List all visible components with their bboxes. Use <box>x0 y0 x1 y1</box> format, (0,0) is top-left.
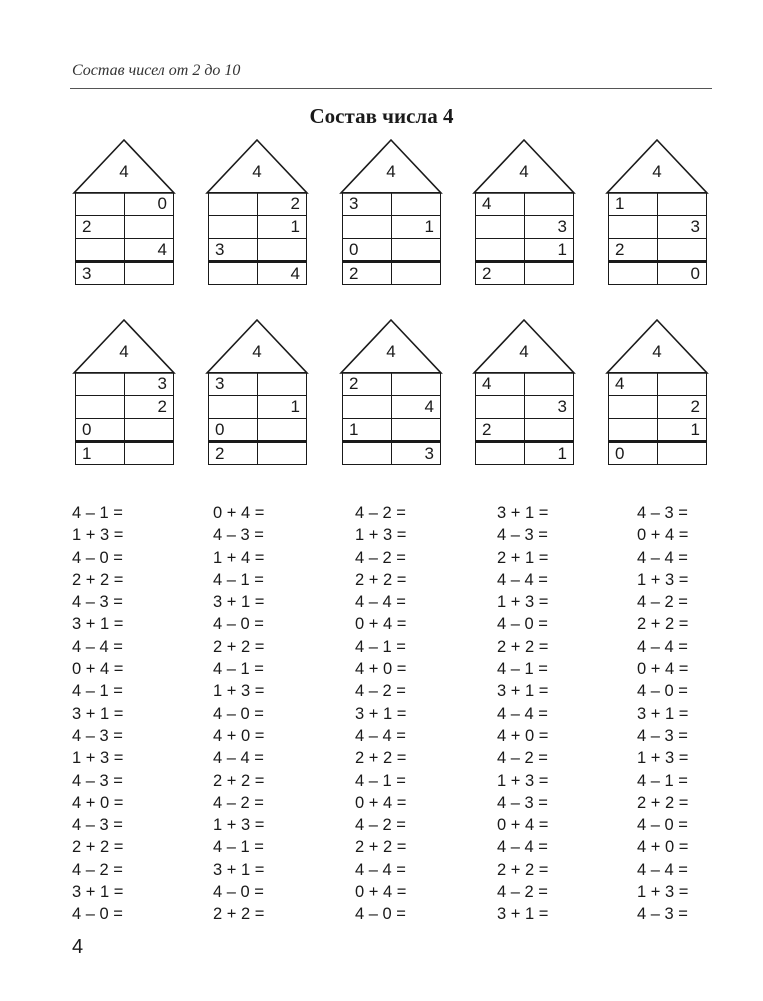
house-floor <box>209 396 307 419</box>
house-floor <box>209 193 307 216</box>
house-floor <box>476 216 574 239</box>
exercise-column <box>637 502 747 926</box>
floor-left-cell <box>609 262 658 285</box>
exercise-item: 2 + 1 = <box>497 548 549 567</box>
header-rule <box>70 88 712 89</box>
floor-left-cell: 2 <box>76 216 125 239</box>
floor-left-cell <box>476 442 525 465</box>
exercise-item: 4 – 0 = <box>637 682 688 701</box>
roof-number: 4 <box>652 342 662 361</box>
floor-left-cell: 4 <box>476 373 525 396</box>
floor-left-cell <box>343 216 392 239</box>
house-floors <box>342 192 441 285</box>
exercise-column <box>497 502 607 926</box>
floor-right-cell: 0 <box>658 262 707 285</box>
exercise-item: 2 + 2 = <box>355 749 407 768</box>
house-floor <box>343 262 441 285</box>
exercise-item: 1 + 3 = <box>213 682 265 701</box>
exercise-item: 2 + 2 = <box>72 570 124 589</box>
floor-left-cell: 1 <box>343 419 392 442</box>
exercise-item: 2 + 2 = <box>355 838 407 857</box>
floor-right-cell: 2 <box>658 396 707 419</box>
house-floor <box>609 262 707 285</box>
floor-right-cell: 1 <box>525 239 574 262</box>
floor-right-cell: 1 <box>525 442 574 465</box>
roof-number: 4 <box>519 162 529 181</box>
page-number: 4 <box>72 936 84 958</box>
exercise-item: 4 – 2 = <box>355 548 406 567</box>
floor-left-cell <box>76 396 125 419</box>
house-floors <box>75 372 174 465</box>
exercise-item: 3 + 1 = <box>355 704 407 723</box>
exercise-item: 4 + 0 = <box>355 660 407 679</box>
exercise-item: 1 + 3 = <box>213 816 265 835</box>
floor-right-cell: 1 <box>258 396 307 419</box>
house-roof <box>472 138 576 194</box>
house-floor <box>609 419 707 442</box>
floor-left-cell: 3 <box>343 193 392 216</box>
exercise-item: 4 + 0 = <box>72 793 124 812</box>
house-floor <box>476 396 574 419</box>
house-floor <box>476 239 574 262</box>
exercise-item: 4 – 2 = <box>355 816 406 835</box>
house-floor <box>76 396 174 419</box>
house-roof <box>339 138 443 194</box>
floor-right-cell: 4 <box>392 396 441 419</box>
exercise-item: 4 – 0 = <box>213 704 264 723</box>
floor-right-cell <box>525 193 574 216</box>
exercise-item: 4 – 4 = <box>72 637 123 656</box>
house-floors <box>475 372 574 465</box>
exercise-item: 4 – 3 = <box>213 526 264 545</box>
roof-number: 4 <box>386 162 396 181</box>
floor-right-cell: 1 <box>658 419 707 442</box>
floor-right-cell <box>658 239 707 262</box>
floor-right-cell: 4 <box>125 239 174 262</box>
floor-right-cell <box>125 262 174 285</box>
exercise-item: 0 + 4 = <box>355 883 407 902</box>
floor-right-cell <box>125 442 174 465</box>
house-floors <box>475 192 574 285</box>
floor-right-cell: 3 <box>525 216 574 239</box>
roof-number: 4 <box>252 162 262 181</box>
floor-right-cell <box>258 419 307 442</box>
floor-left-cell: 2 <box>609 239 658 262</box>
exercise-item: 4 – 0 = <box>72 905 123 924</box>
floor-right-cell <box>658 442 707 465</box>
exercise-column <box>72 502 182 926</box>
floor-left-cell: 4 <box>609 373 658 396</box>
exercise-item: 4 – 2 = <box>355 682 406 701</box>
exercise-item: 4 – 3 = <box>72 816 123 835</box>
roof-number: 4 <box>519 342 529 361</box>
exercise-item: 2 + 2 = <box>213 771 265 790</box>
number-house <box>72 138 176 285</box>
floor-right-cell: 3 <box>525 396 574 419</box>
house-floors <box>208 372 307 465</box>
floor-left-cell: 4 <box>476 193 525 216</box>
exercise-item: 4 – 4 = <box>637 637 688 656</box>
exercise-item: 4 – 1 = <box>213 660 264 679</box>
floor-left-cell <box>76 239 125 262</box>
house-floor <box>343 419 441 442</box>
exercise-item: 4 – 4 = <box>213 749 264 768</box>
house-floor <box>476 262 574 285</box>
exercise-item: 4 – 4 = <box>497 838 548 857</box>
exercise-item: 4 – 2 = <box>355 504 406 522</box>
house-floor <box>476 373 574 396</box>
number-house <box>72 318 176 465</box>
floor-left-cell <box>209 262 258 285</box>
floor-left-cell <box>76 373 125 396</box>
house-floor <box>76 419 174 442</box>
floor-right-cell <box>392 239 441 262</box>
exercise-item: 4 – 3 = <box>497 793 548 812</box>
exercise-item: 1 + 3 = <box>497 771 549 790</box>
exercise-item: 1 + 3 = <box>637 749 689 768</box>
floor-left-cell <box>476 396 525 419</box>
exercise-item: 3 + 1 = <box>637 704 689 723</box>
exercise-item: 0 + 4 = <box>637 526 689 545</box>
house-floor <box>209 373 307 396</box>
exercise-item: 0 + 4 = <box>72 660 124 679</box>
house-floor <box>209 442 307 465</box>
house-floor <box>76 373 174 396</box>
exercise-item: 1 + 3 = <box>497 593 549 612</box>
exercise-item: 4 – 3 = <box>72 726 123 745</box>
floor-left-cell <box>609 216 658 239</box>
number-house <box>472 138 576 285</box>
roof-number: 4 <box>119 162 129 181</box>
floor-right-cell: 3 <box>125 373 174 396</box>
house-roof <box>72 138 176 194</box>
number-house <box>205 138 309 285</box>
exercise-item: 2 + 2 = <box>497 860 549 879</box>
house-floor <box>609 396 707 419</box>
floor-right-cell: 3 <box>392 442 441 465</box>
exercise-item: 2 + 2 = <box>497 637 549 656</box>
exercise-item: 4 – 4 = <box>355 726 406 745</box>
floor-right-cell <box>392 373 441 396</box>
house-roof <box>72 318 176 374</box>
floor-left-cell: 3 <box>76 262 125 285</box>
number-house <box>339 138 443 285</box>
house-floors <box>608 192 707 285</box>
floor-right-cell <box>258 373 307 396</box>
exercise-item: 2 + 2 = <box>213 905 265 924</box>
floor-left-cell: 2 <box>343 373 392 396</box>
exercise-item: 4 – 3 = <box>497 526 548 545</box>
house-roof <box>605 138 709 194</box>
house-roof <box>205 138 309 194</box>
exercise-item: 1 + 3 = <box>637 883 689 902</box>
floor-right-cell <box>258 239 307 262</box>
house-floor <box>609 442 707 465</box>
exercise-item: 1 + 3 = <box>355 526 407 545</box>
house-floors <box>208 192 307 285</box>
floor-left-cell: 2 <box>476 262 525 285</box>
house-floor <box>209 419 307 442</box>
exercise-item: 4 – 0 = <box>213 883 264 902</box>
exercise-item: 4 – 1 = <box>497 660 548 679</box>
house-floor <box>609 239 707 262</box>
house-floor <box>343 239 441 262</box>
floor-left-cell: 2 <box>476 419 525 442</box>
floor-left-cell <box>476 216 525 239</box>
exercise-item: 4 + 0 = <box>497 726 549 745</box>
house-roof <box>339 318 443 374</box>
floor-right-cell <box>658 193 707 216</box>
floor-left-cell <box>609 419 658 442</box>
floor-right-cell <box>658 373 707 396</box>
roof-number: 4 <box>386 342 396 361</box>
floor-right-cell <box>525 262 574 285</box>
floor-left-cell <box>343 396 392 419</box>
exercise-item: 4 – 2 = <box>72 860 123 879</box>
floor-left-cell: 1 <box>76 442 125 465</box>
exercise-item: 4 – 1 = <box>355 771 406 790</box>
house-floor <box>343 396 441 419</box>
number-house <box>339 318 443 465</box>
roof-number: 4 <box>119 342 129 361</box>
house-floor <box>76 216 174 239</box>
house-floor <box>76 239 174 262</box>
house-roof <box>472 318 576 374</box>
floor-right-cell: 2 <box>125 396 174 419</box>
floor-left-cell: 0 <box>609 442 658 465</box>
exercise-item: 4 – 3 = <box>637 905 688 924</box>
house-floor <box>76 442 174 465</box>
exercise-item: 0 + 4 = <box>637 660 689 679</box>
exercise-item: 4 – 0 = <box>355 905 406 924</box>
floor-right-cell <box>392 193 441 216</box>
exercise-item: 0 + 4 = <box>355 615 407 634</box>
exercise-item: 2 + 2 = <box>355 570 407 589</box>
house-floors <box>75 192 174 285</box>
exercise-item: 3 + 1 = <box>497 905 549 924</box>
house-floor <box>343 193 441 216</box>
exercise-item: 4 – 2 = <box>213 793 264 812</box>
floor-left-cell: 0 <box>343 239 392 262</box>
floor-right-cell <box>258 442 307 465</box>
house-floor <box>609 216 707 239</box>
exercise-column <box>355 502 465 926</box>
floor-right-cell <box>392 262 441 285</box>
floor-left-cell <box>209 193 258 216</box>
house-floor <box>209 239 307 262</box>
exercise-item: 4 – 1 = <box>72 504 123 522</box>
floor-left-cell: 3 <box>209 239 258 262</box>
floor-right-cell <box>125 419 174 442</box>
house-floor <box>609 193 707 216</box>
number-house <box>605 138 709 285</box>
exercise-item: 4 – 3 = <box>72 771 123 790</box>
exercise-item: 3 + 1 = <box>72 883 124 902</box>
house-floor <box>209 262 307 285</box>
header-title: Состав чисел от 2 до 10 <box>72 62 241 79</box>
exercise-item: 0 + 4 = <box>355 793 407 812</box>
exercise-item: 2 + 2 = <box>637 793 689 812</box>
floor-right-cell <box>125 216 174 239</box>
floor-right-cell: 0 <box>125 193 174 216</box>
exercise-item: 4 – 1 = <box>72 682 123 701</box>
floor-right-cell <box>525 419 574 442</box>
exercise-item: 4 – 4 = <box>497 704 548 723</box>
exercise-item: 4 – 4 = <box>355 860 406 879</box>
number-house <box>605 318 709 465</box>
house-floor <box>609 373 707 396</box>
exercise-item: 4 – 0 = <box>72 548 123 567</box>
exercise-item: 1 + 3 = <box>72 749 124 768</box>
exercise-item: 4 – 1 = <box>213 570 264 589</box>
exercise-item: 3 + 1 = <box>497 504 549 522</box>
house-floor <box>343 216 441 239</box>
house-floor <box>476 419 574 442</box>
house-floor <box>476 193 574 216</box>
house-floors <box>342 372 441 465</box>
floor-left-cell <box>76 193 125 216</box>
floor-right-cell: 1 <box>258 216 307 239</box>
exercise-item: 4 – 2 = <box>497 883 548 902</box>
exercise-item: 4 – 1 = <box>355 637 406 656</box>
exercise-item: 4 – 1 = <box>637 771 688 790</box>
floor-left-cell <box>476 239 525 262</box>
exercise-item: 4 – 3 = <box>637 504 688 522</box>
exercise-item: 3 + 1 = <box>213 593 265 612</box>
house-floor <box>76 193 174 216</box>
floor-left-cell <box>609 396 658 419</box>
page-heading: Состав числа 4 <box>309 104 454 128</box>
house-roof <box>205 318 309 374</box>
floor-left-cell: 2 <box>343 262 392 285</box>
exercise-item: 1 + 3 = <box>72 526 124 545</box>
exercise-item: 4 – 3 = <box>72 593 123 612</box>
exercise-item: 4 – 2 = <box>497 749 548 768</box>
roof-number: 4 <box>652 162 662 181</box>
exercise-item: 3 + 1 = <box>497 682 549 701</box>
house-floor <box>209 216 307 239</box>
floor-right-cell <box>525 373 574 396</box>
floor-right-cell: 4 <box>258 262 307 285</box>
exercise-item: 4 – 2 = <box>637 593 688 612</box>
exercise-item: 4 – 0 = <box>497 615 548 634</box>
number-house <box>205 318 309 465</box>
floor-left-cell: 0 <box>209 419 258 442</box>
floor-left-cell: 2 <box>209 442 258 465</box>
floor-right-cell: 2 <box>258 193 307 216</box>
floor-right-cell: 1 <box>392 216 441 239</box>
exercise-item: 4 – 3 = <box>637 726 688 745</box>
floor-left-cell <box>209 216 258 239</box>
exercise-item: 4 – 0 = <box>213 615 264 634</box>
exercise-item: 1 + 3 = <box>637 570 689 589</box>
exercise-item: 3 + 1 = <box>72 615 124 634</box>
exercise-item: 4 – 4 = <box>637 548 688 567</box>
exercise-item: 2 + 2 = <box>637 615 689 634</box>
exercise-item: 2 + 2 = <box>213 637 265 656</box>
exercise-item: 2 + 2 = <box>72 838 124 857</box>
floor-left-cell: 3 <box>209 373 258 396</box>
exercise-item: 4 – 1 = <box>213 838 264 857</box>
floor-left-cell: 0 <box>76 419 125 442</box>
number-house <box>472 318 576 465</box>
exercise-item: 4 – 0 = <box>637 816 688 835</box>
floor-right-cell: 3 <box>658 216 707 239</box>
floor-right-cell <box>392 419 441 442</box>
floor-left-cell <box>343 442 392 465</box>
exercise-item: 0 + 4 = <box>497 816 549 835</box>
house-floor <box>476 442 574 465</box>
house-floor <box>343 442 441 465</box>
exercise-item: 3 + 1 = <box>72 704 124 723</box>
floor-left-cell: 1 <box>609 193 658 216</box>
exercise-item: 4 + 0 = <box>213 726 265 745</box>
exercise-item: 1 + 4 = <box>213 548 265 567</box>
exercise-item: 3 + 1 = <box>213 860 265 879</box>
house-roof <box>605 318 709 374</box>
exercise-item: 0 + 4 = <box>213 504 265 522</box>
floor-left-cell <box>209 396 258 419</box>
exercise-item: 4 + 0 = <box>637 838 689 857</box>
house-floor <box>343 373 441 396</box>
roof-number: 4 <box>252 342 262 361</box>
exercise-item: 4 – 4 = <box>637 860 688 879</box>
exercise-column <box>213 502 323 926</box>
exercise-item: 4 – 4 = <box>497 570 548 589</box>
house-floor <box>76 262 174 285</box>
house-floors <box>608 372 707 465</box>
exercise-item: 4 – 4 = <box>355 593 406 612</box>
